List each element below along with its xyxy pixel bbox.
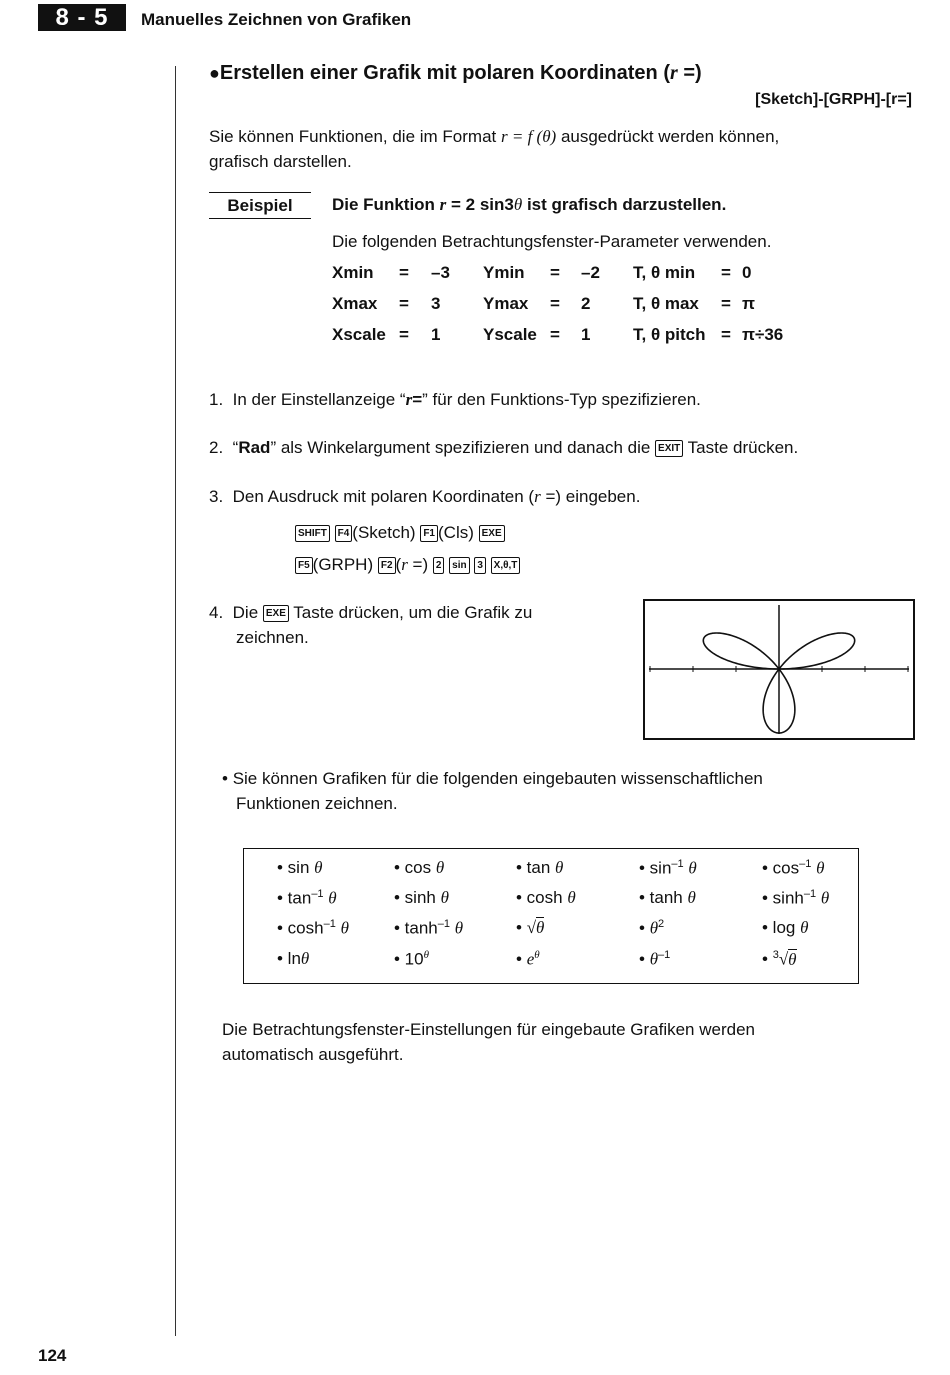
step-number: 2. (209, 438, 224, 457)
window-param: Ymax (483, 294, 529, 313)
step-text: Die (232, 603, 263, 622)
step-number: 4. (209, 603, 224, 622)
step-text: “ (232, 438, 239, 457)
function-cosh: • cosh θ (516, 888, 576, 907)
window-param: = (550, 263, 560, 282)
window-param: –3 (431, 263, 450, 282)
step-bold: Rad (238, 438, 271, 457)
window-param: = (550, 325, 560, 344)
x-theta-t-key: X,θ,T (491, 557, 521, 574)
intro-paragraph (209, 124, 779, 174)
window-param: = (721, 325, 731, 344)
step-text: In der Einstellanzeige “ (232, 390, 406, 409)
step-var: r (405, 390, 413, 409)
step-text-end: zeichnen. (236, 628, 309, 647)
f5-key: F5 (295, 557, 313, 574)
window-param: = (399, 294, 409, 313)
menu-path: [Sketch]-[GRPH]-[r=] (755, 91, 912, 108)
closing-paragraph (222, 1017, 755, 1067)
function-pow10: • $10^\theta$ (394, 949, 429, 969)
heading-text: Erstellen einer Grafik mit polaren Koordinaten ( (219, 62, 670, 84)
step-var: r (534, 487, 541, 506)
function-square: • $\theta^2$ (639, 918, 665, 938)
closing-line2: automatisch ausgeführt. (222, 1045, 404, 1064)
key-label-r: r (401, 555, 408, 574)
builtin-note (222, 766, 763, 816)
margin-rule (175, 66, 176, 1336)
key-label-cls: (Cls) (438, 523, 474, 542)
heading-bullet: ● (209, 63, 220, 83)
section-title: Manuelles Zeichnen von Grafiken (141, 10, 412, 29)
key-label-eq: =) (407, 555, 429, 574)
f4-key: F4 (335, 525, 353, 542)
function-cbrt: • $^3$√θ (762, 949, 797, 969)
example-label: Beispiel (209, 192, 311, 219)
f1-key: F1 (420, 525, 438, 542)
function-sin: • sin θ (277, 858, 323, 877)
window-param: = (550, 294, 560, 313)
heading-var: r (669, 62, 678, 84)
sin-key: sin (449, 557, 469, 574)
graph-screen (643, 599, 915, 740)
step-2 (209, 435, 798, 460)
example-title-c: ist grafisch darzustellen. (522, 195, 727, 214)
window-param: 1 (581, 325, 591, 344)
note-line2: Funktionen zeichnen. (236, 794, 398, 813)
section-number: 8 - 5 (38, 4, 126, 31)
window-param: Xmax (332, 294, 378, 313)
step-text: Den Ausdruck mit polaren Koordinaten ( (232, 487, 535, 506)
builtin-functions-table (243, 848, 859, 984)
step-text-mid: ” als Winkelargument spezifizieren und danach die (270, 438, 656, 457)
window-param: 3 (431, 294, 441, 313)
window-param: = (399, 263, 409, 282)
function-arctanh: • $\tanh^{-1} \theta$ (394, 918, 464, 938)
window-param: 1 (431, 325, 441, 344)
window-param: Yscale (483, 325, 537, 344)
step-3 (209, 484, 640, 509)
function-arccosh: • $\cosh^{-1} \theta$ (277, 918, 349, 938)
rose-curve-plot (645, 601, 913, 738)
f2-key: F2 (378, 557, 396, 574)
window-param: Xscale (332, 325, 386, 344)
function-arctan: • $\tan^{-1} \theta$ (277, 888, 337, 908)
intro-text-end: ausgedrückt werden können, (556, 127, 780, 146)
function-reciprocal: • $\theta^{-1}$ (639, 949, 671, 969)
subsection-heading (209, 62, 702, 85)
intro-line2: grafisch darstellen. (209, 152, 352, 171)
intro-text: Sie können Funktionen, die im Format (209, 127, 501, 146)
intro-formula: r = f (θ) (500, 127, 557, 146)
function-sinh: • sinh θ (394, 888, 449, 907)
function-tan: • tan θ (516, 858, 564, 877)
window-param: = (721, 294, 731, 313)
function-tanh: • tanh θ (639, 888, 696, 907)
step-number: 1. (209, 390, 224, 409)
step-1 (209, 387, 701, 412)
step-text-end: ” für den Funktions-Typ spezifizieren. (422, 390, 701, 409)
window-param: T, θ pitch (633, 325, 706, 344)
step-text-end: =) eingeben. (540, 487, 641, 506)
example-title (332, 195, 726, 215)
window-param: = (721, 263, 731, 282)
step-text-mid: Taste drücken, um die Grafik zu (288, 603, 533, 622)
example-title-theta: θ (513, 195, 523, 214)
function-sqrt: • √θ (516, 918, 545, 937)
window-param: Xmin (332, 263, 374, 282)
window-param: 0 (742, 263, 752, 282)
key-label-paren: ( (395, 555, 402, 574)
exe-key: EXE (263, 605, 289, 622)
window-param: Ymin (483, 263, 525, 282)
window-param: T, θ min (633, 263, 696, 282)
step-4 (209, 600, 609, 650)
window-param: –2 (581, 263, 600, 282)
key-label-grph: (GRPH) (312, 555, 374, 574)
window-param: 2 (581, 294, 591, 313)
function-arcsin: • $\sin^{-1} \theta$ (639, 858, 697, 878)
window-intro: Die folgenden Betrachtungsfenster-Parameter verwenden. (332, 232, 772, 251)
closing-line1: Die Betrachtungsfenster-Einstellungen für eingebaute Grafiken werden (222, 1020, 755, 1039)
function-arccos: • $\cos^{-1} \theta$ (762, 858, 825, 878)
example-title-var: r (439, 195, 447, 214)
note-bullet: • (222, 769, 228, 788)
step-text-end: Taste drücken. (683, 438, 799, 457)
digit-3-key: 3 (474, 557, 486, 574)
key-label-sketch: (Sketch) (352, 523, 416, 542)
step-number: 3. (209, 487, 224, 506)
key-sequence-2 (295, 552, 520, 578)
key-sequence-1 (295, 520, 505, 546)
function-exp: • $e^\theta$ (516, 949, 540, 969)
step-eq: = (412, 390, 423, 409)
function-arcsinh: • $\sinh^{-1} \theta$ (762, 888, 830, 908)
exit-key: EXIT (655, 440, 683, 457)
window-param: T, θ max (633, 294, 699, 313)
window-param: π (742, 294, 756, 313)
function-log: • log θ (762, 918, 809, 937)
example-title-a: Die Funktion (332, 195, 440, 214)
page-number: 124 (38, 1346, 67, 1365)
heading-text-end: =) (677, 62, 702, 84)
window-param: π÷36 (742, 325, 784, 344)
function-cos: • cos θ (394, 858, 445, 877)
function-ln: • lnθ (277, 949, 310, 968)
shift-key: SHIFT (295, 525, 330, 542)
example-title-b: = 2 sin3 (446, 195, 514, 214)
note-line1: Sie können Grafiken für die folgenden eingebauten wissenschaftlichen (232, 769, 763, 788)
digit-2-key: 2 (433, 557, 445, 574)
window-param: = (399, 325, 409, 344)
exe-key: EXE (479, 525, 505, 542)
